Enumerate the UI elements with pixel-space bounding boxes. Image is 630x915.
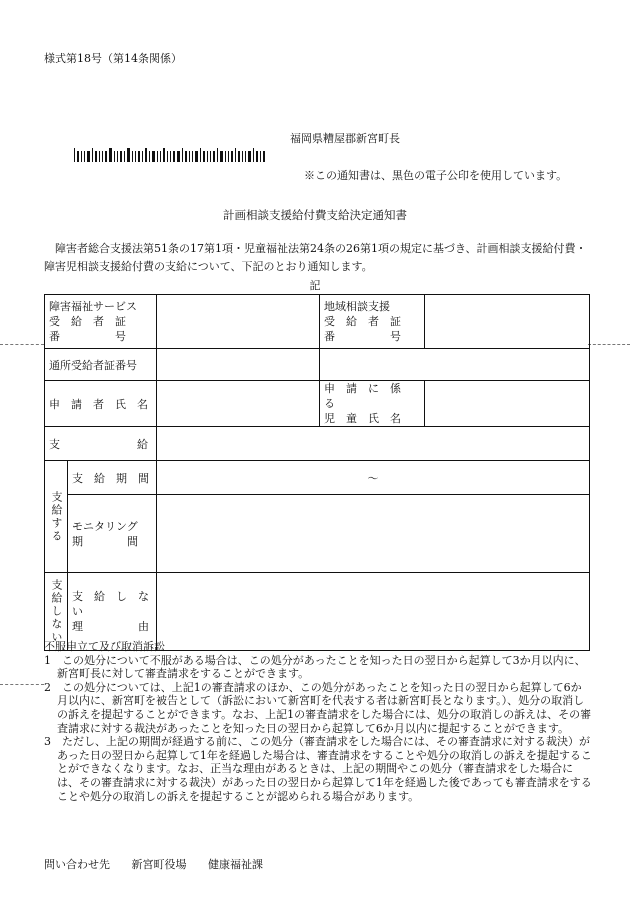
monitoring-line1: モニタリング xyxy=(72,519,138,533)
pay-group-label: 支給する xyxy=(45,461,68,573)
facility-cert-blank xyxy=(320,349,590,381)
welfare-cert-line3: 番 号 xyxy=(49,330,126,343)
row-names xyxy=(45,381,590,427)
decision-table xyxy=(44,294,590,651)
row-facility-cert xyxy=(45,349,590,381)
row-period xyxy=(45,461,590,495)
monitoring-line2: 期 間 xyxy=(72,534,138,548)
appeal-heading: 不服申立て及び取消訴訟 xyxy=(44,640,165,653)
no-pay-reason-label xyxy=(68,573,160,651)
child-name-line2: 児 童 氏 名 xyxy=(324,412,401,425)
notice-body: 障害者総合支援法第51条の17第1項・児童福祉法第24条の26第1項の規定に基づき、計画相談支援給付費・障害児相談支援給付費の支給について、下記のとおり通知します。 xyxy=(44,242,587,273)
monitoring-value[interactable] xyxy=(157,495,590,573)
regional-cert-line2: 受 給 者 証 xyxy=(324,315,401,328)
no-pay-reason-line1: 支 給 し な い xyxy=(72,590,160,618)
row-monitoring xyxy=(45,495,590,573)
regional-cert-line3: 番 号 xyxy=(324,330,401,343)
appeal-item-3: 3 ただし、上記の期間が経過する前に、この処分（審査請求をした場合には、その審査請求に対する裁決）があった日の翌日から起算して1年を経過した場合は、審査請求をすることや処分の取消しの訴えを提起することができなくなります。なお、正当な理由があるときは、上記の期間やこの処分（審査請求をした場合には、その審査請求に対する裁決）があった日の翌日から起算して1年を経過した後であっても審査請求をすることや処分の取消しの訴えを提起することが認められる場合があります。 xyxy=(44,735,592,803)
child-name-line1: 申 請 に 係 る xyxy=(324,382,412,410)
welfare-cert-number-cells[interactable] xyxy=(157,295,320,349)
regional-cert-label xyxy=(320,295,425,349)
seal-note: ※この通知書は、黒色の電子公印を使用しています。 xyxy=(304,169,568,182)
contact-dept: 健康福祉課 xyxy=(208,858,263,871)
document-title: 計画相談支援給付費支給決定通知書 xyxy=(223,208,407,222)
welfare-cert-label xyxy=(45,295,157,349)
facility-cert-number-cells[interactable] xyxy=(157,349,320,381)
period-value[interactable]: 〜 xyxy=(157,461,590,495)
regional-cert-number-cells[interactable] xyxy=(425,295,590,349)
issuer-name: 福岡県糟屋郡新宮町長 xyxy=(290,132,400,145)
facility-cert-label: 通所受給者証番号 xyxy=(45,349,157,381)
contact-line xyxy=(44,856,281,872)
period-label: 支 給 期 間 xyxy=(68,461,157,495)
applicant-name-value[interactable] xyxy=(157,381,320,427)
row-cert-numbers xyxy=(45,295,590,349)
payment-label: 支 給 xyxy=(45,427,157,461)
no-pay-reason-value[interactable] xyxy=(157,573,590,651)
applicant-name-label: 申 請 者 氏 名 xyxy=(45,381,157,427)
fold-mark-left-lower xyxy=(0,684,44,685)
fold-mark-left xyxy=(0,344,44,345)
row-payment xyxy=(45,427,590,461)
no-pay-group-label: 支給しない xyxy=(45,573,68,651)
appeal-section xyxy=(44,640,592,803)
appeal-item-2: 2 この処分については、上記1の審査請求のほか、この処分があったことを知った日の翌日から起算して6か月以内に、新宮町を被告として（訴訟において新宮町を代表する者は新宮町長となります。）、処分の取消しの訴えを提起することができます。なお、上記1の審査請求をした場合には、処分の取消しの訴えは、その審査請求に対する裁決があったことを知った日の翌日から起算して6か月以内に提起することができます。 xyxy=(44,680,592,735)
appeal-item-1: 1 この処分について不服がある場合は、この処分があったことを知った日の翌日から起算して3か月以内に、新宮町長に対して審査請求をすることができます。 xyxy=(44,653,586,681)
child-name-label xyxy=(320,381,425,427)
payment-value[interactable] xyxy=(157,427,590,461)
contact-office: 新宮町役場 xyxy=(131,858,187,871)
contact-label: 問い合わせ先 xyxy=(44,858,110,871)
barcode xyxy=(74,148,312,162)
child-name-value[interactable] xyxy=(425,381,590,427)
welfare-cert-line1: 障害福祉サービス xyxy=(49,300,137,313)
form-number: 様式第18号（第14条関係） xyxy=(44,52,182,65)
fold-mark-right xyxy=(588,344,630,345)
regional-cert-line1: 地域相談支援 xyxy=(324,300,390,313)
row-no-pay xyxy=(45,573,590,651)
ki-mark: 記 xyxy=(309,279,321,292)
monitoring-label xyxy=(68,495,157,573)
no-pay-reason-line2: 理 由 xyxy=(72,620,149,633)
welfare-cert-line2: 受 給 者 証 xyxy=(49,315,126,328)
